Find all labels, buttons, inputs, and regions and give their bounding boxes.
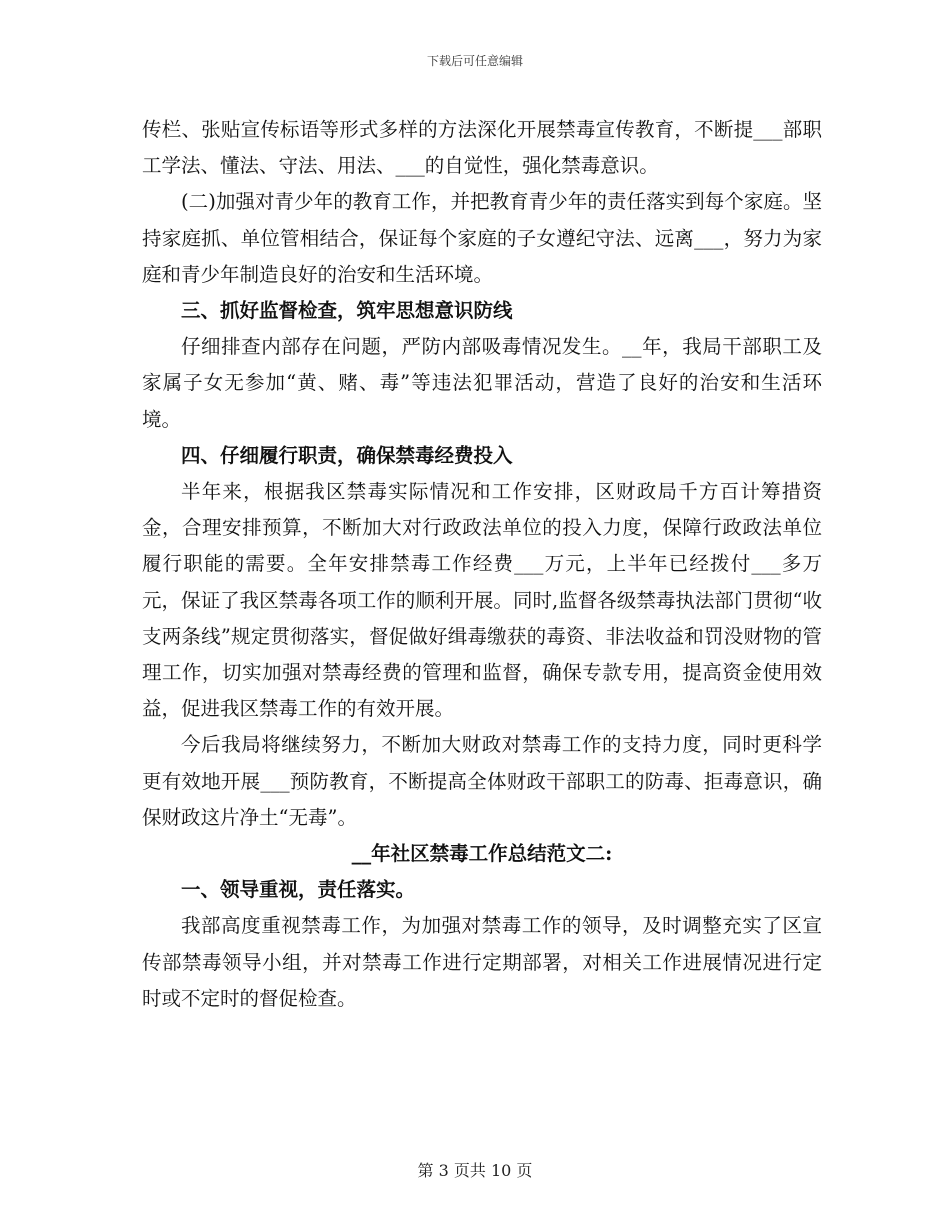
paragraph: 我部高度重视禁毒工作，为加强对禁毒工作的领导，及时调整充实了区宣传部禁毒领导小组，并对禁毒工作进行定期部署，对相关工作进展情况进行定时或不定时的督促检查。 (142, 914, 822, 1010)
page-footer: 第 3 页共 10 页 (417, 1161, 533, 1180)
paragraph: 传栏、张贴宣传标语等形式多样的方法深化开展禁毒宣传教育，不断提___部职工学法、懂法、守法、用法、___的自觉性，强化禁毒意识。 (142, 118, 822, 178)
section-heading: 三、抓好监督检查，筑牢思想意识防线 (181, 299, 513, 323)
document-body (142, 112, 822, 1017)
page-header: 下载后可任意编辑 (426, 54, 523, 68)
paragraph: 今后我局将继续努力，不断加大财政对禁毒工作的支持力度，同时更科学更有效地开展___预防教育，不断提高全体财政干部职工的防毒、拒毒意识，确保财政这片净土“无毒”。 (142, 733, 822, 829)
paragraph: 仔细排查内部存在问题，严防内部吸毒情况发生。__年，我局干部职工及家属子女无参加“黄、赌、毒”等违法犯罪活动，营造了良好的治安和生活环境。 (142, 335, 822, 431)
section-heading: 一、领导重视，责任落实。 (181, 878, 416, 902)
section-heading: 四、仔细履行职责，确保禁毒经费投入 (181, 443, 513, 467)
paragraph: (二)加强对青少年的教育工作，并把教育青少年的责任落实到每个家庭。坚持家庭抓、单位管相结合，保证每个家庭的子女遵纪守法、远离___，努力为家庭和青少年制造良好的治安和生活环境。 (142, 190, 822, 286)
paragraph: 半年来，根据我区禁毒实际情况和工作安排，区财政局千方百计筹措资金，合理安排预算，不断加大对行政政法单位的投入力度，保障行政政法单位履行职能的需要。全年安排禁毒工作经费___万元，上半年已经拨付___多万元，保证了我区禁毒各项工作的顺利开展。同时,监督各级禁毒执法部门贯彻“收支两条线”规定贯彻落实，督促做好缉毒缴获的毒资、非法收益和罚没财物的管理工作，切实加强对禁毒经费的管理和监督，确保专款专用，提高资金使用效益，促进我区禁毒工作的有效开展。 (142, 480, 822, 721)
article-title: __年社区禁毒工作总结范文二: (351, 842, 613, 866)
